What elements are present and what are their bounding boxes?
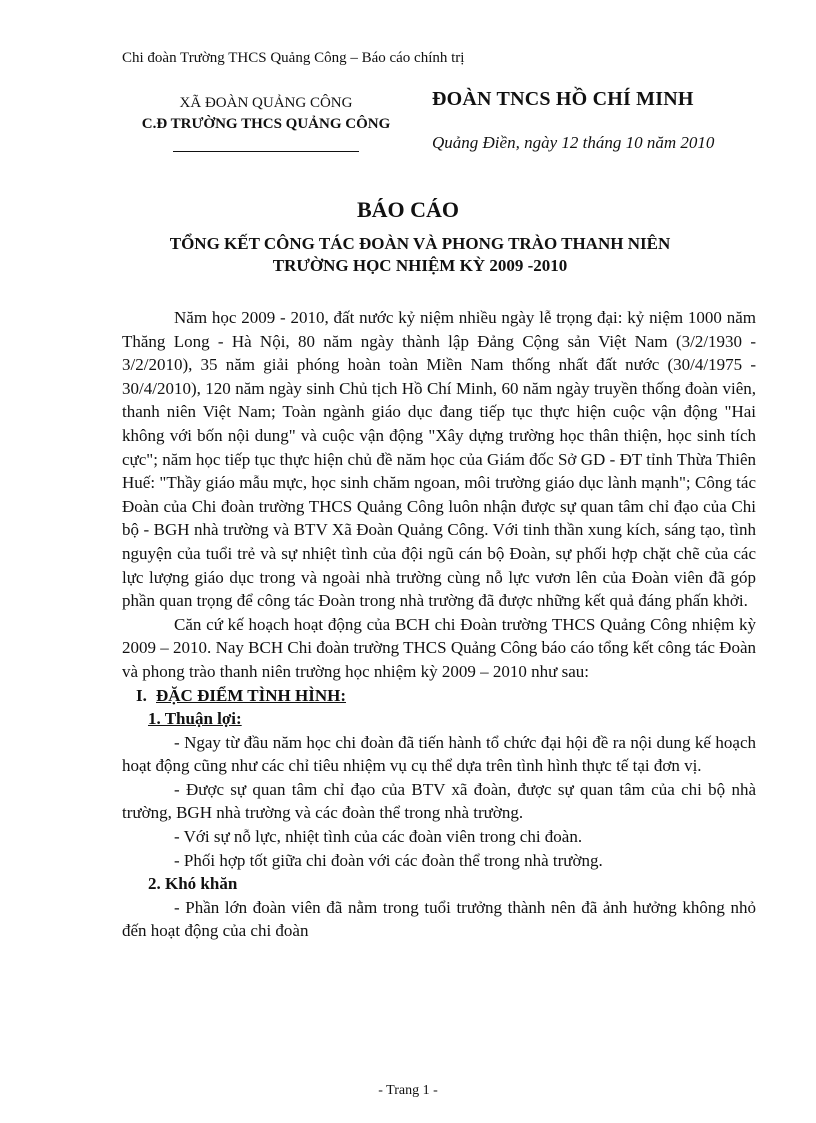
subtitle-line-2: TRƯỜNG HỌC NHIỆM KỲ 2009 -2010 [272,256,568,275]
section-1-heading [136,684,756,708]
advantages-title: 1. Thuận lợi: [148,709,242,729]
union-name: ĐOÀN TNCS HỒ CHÍ MINH [432,88,694,110]
advantage-item: - Ngay từ đầu năm học chi đoàn đã tiến hành tổ chức đại hội đề ra nội dung kế hoạch hoạt động cũng như các chỉ tiêu nhiệm vụ cụ thể dựa trên tình hình thực tế tại đơn vị. [122,732,756,776]
subtitle-line-1: TỔNG KẾT CÔNG TÁC ĐOÀN VÀ PHONG TRÀO THANH NIÊN [169,234,671,253]
intro-paragraph-1: Năm học 2009 - 2010, đất nước kỷ niệm nhiều ngày lễ trọng đại: kỷ niệm 1000 năm Thăng Long - Hà Nội, 80 năm ngày thành lập Đảng Cộng sản Việt Nam (3/2/1930 - 3/2/2010), 35 năm giải phóng hoàn toàn Miền Nam thống nhất đất nước (30/4/1975 - 30/4/2010), 120 năm ngày sinh Chủ tịch Hồ Chí Minh, 60 năm ngày truyền thống đoàn viên, thanh niên Việt Nam; Toàn ngành giáo dục đang tiếp tục thực hiện cuộc vận động "Hai không với bốn nội dung" và cuộc vận động "Xây dựng trường học thân thiện, học sinh tích cực"; năm học tiếp tục thực hiện chủ đề năm học của Giám đốc Sở GD - ĐT tỉnh Thừa Thiên Huế: "Thầy giáo mẫu mực, học sinh chăm ngoan, môi trường giáo dục lành mạnh"; Công tác Đoàn của Chi đoàn trường THCS Quảng Công luôn nhận được sự quan tâm chỉ đạo của Chi bộ - BGH nhà trường và BTV Xã Đoàn Quảng Công. Với tinh thần xung kích, sáng tạo, tình nguyện của tuổi trẻ và sự nhiệt tình của đội ngũ cán bộ Đoàn, sự phối hợp chặt chẽ của các lực lượng giáo dục trong và ngoài nhà trường cùng nỗ lực vươn lên của Đoàn viên đã góp phần quan trọng để công tác Đoàn trong nhà trường đã được những kết quả đáng phấn khởi. [122,308,756,611]
document-subtitle [120,233,720,277]
section-1-number: I. [136,685,147,705]
advantages-heading [148,707,756,731]
difficulties-heading [148,872,756,896]
document-body [122,306,756,943]
advantage-item: - Được sự quan tâm chỉ đạo của BTV xã đoàn, được sự quan tâm của chi bộ nhà trường, BGH nhà trường và các đoàn thể trong nhà trường. [122,779,756,823]
place-and-date: Quảng Điền, ngày 12 tháng 10 năm 2010 [432,133,715,152]
advantage-item: - Phối hợp tốt giữa chi đoàn với các đoàn thể trong nhà trường. [174,850,603,870]
advantage-item: - Với sự nỗ lực, nhiệt tình của các đoàn viên trong chi đoàn. [174,827,583,847]
running-header: Chi đoàn Trường THCS Quảng Công – Báo cáo chính trị [122,50,465,66]
org-underline-rule [173,151,359,152]
intro-paragraph-2: Căn cứ kế hoạch hoạt động của BCH chi Đoàn trường THCS Quảng Công nhiệm kỳ 2009 – 2010. Nay BCH Chi đoàn trường THCS Quảng Công báo cáo tổng kết công tác Đoàn và phong trào thanh niên trường học nhiệm kỳ 2009 – 2010 như sau: [122,614,756,681]
document-title: BÁO CÁO [356,197,460,222]
section-1-title: ĐẶC ĐIỂM TÌNH HÌNH: [156,685,347,705]
difficulty-item: - Phần lớn đoàn viên đã nằm trong tuổi trưởng thành nên đã ảnh hưởng không nhỏ đến hoạt động của chi đoàn [122,897,756,941]
commune-union-name: XÃ ĐOÀN QUẢNG CÔNG [179,95,353,111]
page-number: - Trang 1 - [378,1083,438,1098]
difficulties-title: 2. Khó khăn [148,874,238,894]
school-branch-name: C.Đ TRƯỜNG THCS QUẢNG CÔNG [141,116,391,132]
left-organization-block [136,94,396,152]
